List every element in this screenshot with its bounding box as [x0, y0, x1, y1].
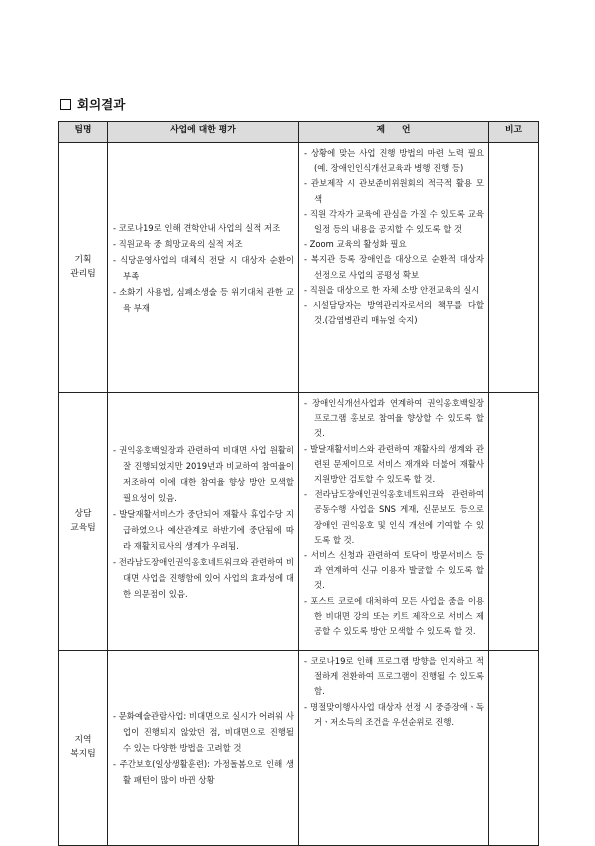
evaluation-item: - 식당운영사업의 대체식 전달 시 대상자 순환이 부족 — [113, 254, 294, 281]
proposal-item: - 시설담당자는 방역관리자로서의 책무를 다할 것.(감염병관리 매뉴얼 숙지) — [304, 300, 484, 326]
proposal-item: - 명절맞이행사사업 대상자 선정 시 중증장애ㆍ독거ㆍ저소득의 조건을 우선순위로 진행. — [304, 701, 484, 727]
proposal-item: - 관보제작 시 관보준비위원회의 적극적 활용 모색 — [304, 178, 484, 204]
proposal-item: - 서비스 신청과 관련하여 토닥이 방문서비스 등과 연계하여 신규 이용자 발굴할 수 있도록 할 것. — [304, 550, 484, 591]
proposal-item: - 전라남도장애인권익옹호네트워크와 관련하여 공동수행 사업을 SNS 게재, 신문보도 등으로 장애인 권익옹호 및 인식 개선에 기여할 수 있도록 할 것. — [304, 489, 484, 545]
proposal-list — [299, 393, 488, 642]
evaluation-list — [108, 705, 298, 791]
team-name-cell — [59, 143, 108, 393]
team-name: 지역 복지팀 — [70, 735, 96, 759]
remarks-cell — [489, 651, 539, 846]
evaluation-cell — [108, 393, 299, 651]
proposal-item: - 상황에 맞는 사업 진행 방법의 마련 노력 필요(예. 장애인인식개선교육과 병행 진행 등) — [304, 148, 484, 174]
meeting-results-table — [58, 121, 539, 846]
proposal-list — [299, 651, 488, 733]
header-team: 팀명 — [59, 122, 108, 143]
team-name: 상담 교육팀 — [70, 508, 96, 533]
remarks-cell — [489, 393, 539, 651]
evaluation-cell — [108, 651, 299, 846]
team-name: 기획 관리팀 — [70, 254, 96, 279]
section-heading — [60, 95, 125, 113]
proposal-item: - 코로나19로 인해 프로그램 방향을 인지하고 적절하게 전환하여 프로그램이 진행될 수 있도록 함. — [304, 656, 484, 697]
checkbox-square-icon — [60, 99, 71, 110]
evaluation-item: - 문화예술관람사업: 비대면으로 실시가 어려워 사업이 진행되지 않았던 점, 비대면으로 진행될 수 있는 다양한 방법을 고려할 것 — [113, 711, 294, 753]
header-evaluation: 사업에 대한 평가 — [108, 122, 299, 143]
header-proposal: 제 언 — [299, 122, 489, 143]
proposal-cell — [299, 393, 489, 651]
proposal-item: - 복지관 등록 장애인을 대상으로 순환적 대상자 선정으로 사업의 공평성 확보 — [304, 254, 484, 280]
section-title: 회의결과 — [77, 97, 126, 112]
evaluation-item: - 소화기 사용법, 심폐소생술 등 위기대처 관한 교육 부재 — [113, 286, 294, 313]
proposal-cell — [299, 651, 489, 846]
evaluation-item: - 직원교육 중 희망교육의 실적 저조 — [113, 238, 243, 249]
evaluation-item: - 발달재활서비스가 중단되어 재활사 휴업수당 지급하였으나 예산관계로 하반기에 중단됨에 따라 재활치료사의 생계가 우려됨. — [113, 508, 294, 551]
proposal-item: - 포스트 코로에 대처하여 모든 사업을 줌을 이용한 비대면 강의 또는 키트 제작으로 서비스 제공할 수 있도록 방안 모색할 수 있도록 할 것. — [304, 595, 484, 637]
proposal-item: - 발달재활서비스와 관련하여 재활사의 생계와 관련된 문제이므로 서비스 재개와 더불어 재활사 지원방안 검토할 수 있도록 할 것. — [304, 443, 484, 485]
table-row — [59, 143, 539, 393]
table-header-row — [59, 122, 539, 143]
evaluation-item: - 코로나19로 인해 견학안내 사업의 실적 저조 — [113, 222, 281, 233]
table-row — [59, 393, 539, 651]
evaluation-item: - 전라남도장애인권익옹호네트워크와 관련하여 비대면 사업을 진행함에 있어 사업의 효과성에 대한 의문점이 있음. — [113, 556, 294, 599]
remarks-cell — [489, 143, 539, 393]
team-name-cell — [59, 651, 108, 846]
proposal-item: - Zoom 교육의 활성화 필요 — [304, 239, 407, 250]
evaluation-list — [108, 217, 298, 319]
proposal-item: - 직원을 대상으로 한 자체 소방 안전교육의 실시 — [304, 284, 480, 295]
evaluation-item: - 주간보호(일상생활훈련): 가정돌봄으로 인해 생활 패턴이 많이 바뀐 상황 — [113, 759, 294, 785]
proposal-item: - 장애인식개선사업과 연계하여 권익옹호백일장 프로그램 홍보로 참여율 향상할 수 있도록 할 것. — [304, 398, 484, 439]
proposal-list — [299, 143, 488, 331]
evaluation-list — [108, 439, 298, 605]
proposal-cell — [299, 143, 489, 393]
team-name-cell — [59, 393, 108, 651]
header-remarks: 비고 — [489, 122, 539, 143]
table-row — [59, 651, 539, 846]
evaluation-cell — [108, 143, 299, 393]
proposal-item: - 직원 각자가 교육에 관심을 가질 수 있도록 교육 일정 등의 내용을 공지할 수 있도록 할 것 — [304, 208, 484, 235]
evaluation-item: - 권익옹호백일장과 관련하여 비대면 사업 원활히 잘 진행되었지만 2019년과 비교하여 참여율이 저조하여 이에 대한 참여율 향상 방안 모색할 필요성이 있음. — [113, 444, 294, 503]
